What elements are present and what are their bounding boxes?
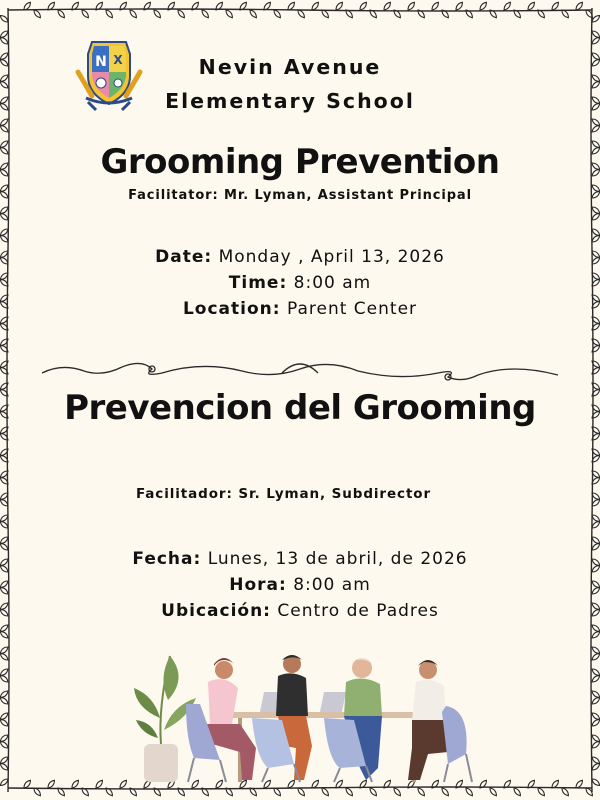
meeting-illustration-icon [128,648,480,786]
spanish-facilitator: Facilitador: Sr. Lyman, Subdirector [135,486,432,502]
school-name-line-1: Nevin Avenue [198,55,382,79]
vine-leaf-icon [454,1,463,11]
vine-leaf-icon [248,9,257,19]
vine-leaf-icon [0,124,9,133]
spanish-time-line [0,572,600,598]
vine-leaf-icon [591,124,600,133]
spanish-event-details [0,546,600,624]
vine-leaf-icon [416,9,425,19]
vine-leaf-icon [0,58,9,67]
spanish-date-line [0,546,600,572]
english-date-label: Date: [155,247,213,267]
spanish-time-value: 8:00 am [286,575,371,595]
vine-leaf-icon [464,787,473,797]
vine-leaf-icon [128,787,137,797]
vine-leaf-icon [0,80,9,89]
vine-leaf-icon [382,1,391,11]
vine-leaf-icon [591,58,600,67]
crest-letter-n: N [95,54,107,70]
vine-leaf-icon [0,696,9,705]
vine-leaf-icon [488,787,497,797]
english-time-value: 8:00 am [287,273,372,293]
vine-leaf-icon [440,787,449,797]
spanish-location-line [0,598,600,624]
vine-leaf-icon [152,787,161,797]
vine-leaf-icon [80,9,89,19]
vine-leaf-icon [512,787,521,797]
school-name-line-2: Elementary School [165,89,415,113]
vine-leaf-icon [591,102,600,111]
vine-leaf-icon [406,1,415,11]
vine-leaf-icon [591,696,600,705]
spanish-date-label: Fecha: [132,549,202,569]
vine-leaf-icon [0,630,9,639]
vine-leaf-icon [118,1,127,11]
english-location-value: Parent Center [280,299,418,319]
vine-leaf-icon [430,1,439,11]
vine-leaf-icon [104,9,113,19]
school-crest-icon [74,36,144,112]
vine-leaf-icon [70,779,79,789]
english-location-line [0,296,600,322]
english-title: Grooming Prevention [100,142,500,182]
english-event-details [0,244,600,322]
vine-leaf-icon [591,344,600,353]
vine-leaf-icon [94,779,103,789]
vine-leaf-icon [526,1,535,11]
vine-leaf-icon [334,1,343,11]
vine-leaf-icon [0,102,9,111]
vine-leaf-icon [591,432,600,441]
vine-leaf-icon [0,432,9,441]
vine-leaf-icon [0,344,9,353]
vine-leaf-icon [166,1,175,11]
vine-leaf-icon [0,718,9,727]
vine-leaf-icon [440,9,449,19]
spanish-time-label: Hora: [229,575,287,595]
vine-leaf-icon [392,787,401,797]
vine-leaf-icon [502,1,511,11]
spanish-location-label: Ubicación: [161,601,271,621]
vine-leaf-icon [224,9,233,19]
spanish-title: Prevencion del Grooming [64,388,536,428]
english-facilitator: Facilitator: Mr. Lyman, Assistant Principal [128,188,472,203]
vine-leaf-icon [464,9,473,19]
school-name [140,50,440,118]
vine-leaf-icon [344,787,353,797]
vine-leaf-icon [416,787,425,797]
vine-leaf-icon [176,787,185,797]
vine-leaf-icon [591,674,600,683]
vine-leaf-icon [591,630,600,639]
vine-leaf-icon [0,674,9,683]
vine-leaf-icon [591,80,600,89]
english-location-label: Location: [182,299,281,319]
vine-leaf-icon [478,1,487,11]
vine-leaf-icon [56,9,65,19]
vine-leaf-icon [152,9,161,19]
vine-leaf-icon [591,718,600,727]
vine-leaf-icon [591,366,600,375]
vine-leaf-icon [142,1,151,11]
vine-leaf-icon [128,9,137,19]
spanish-location-value: Centro de Padres [270,601,439,621]
english-date-value: Monday , April 13, 2026 [212,247,445,267]
ornamental-divider-icon [42,351,558,391]
vine-leaf-icon [118,779,127,789]
english-time-label: Time: [228,273,288,293]
vine-leaf-icon [0,652,9,661]
english-date-line [0,244,600,270]
vine-leaf-icon [176,9,185,19]
vine-leaf-icon [591,652,600,661]
vine-leaf-icon [200,9,209,19]
vine-leaf-icon [0,366,9,375]
english-time-line [0,270,600,296]
crest-letter-x: X [113,53,123,67]
vine-leaf-icon [358,1,367,11]
vine-leaf-icon [46,779,55,789]
vine-leaf-icon [368,787,377,797]
spanish-date-value: Lunes, 13 de abril, de 2026 [201,549,468,569]
vine-leaf-icon [536,787,545,797]
